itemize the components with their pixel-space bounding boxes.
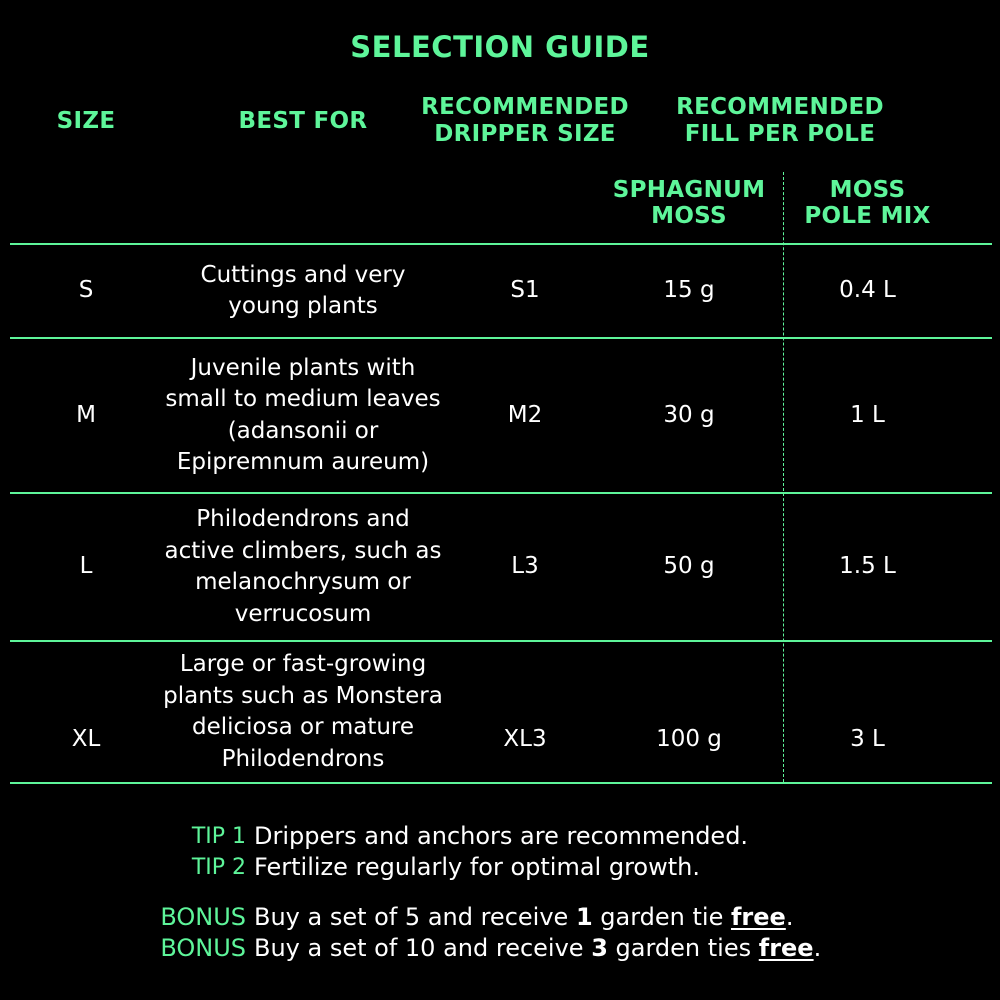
bonus-section (140, 902, 990, 964)
tip-line (150, 852, 990, 883)
cell-dripper: M2 (507, 401, 543, 428)
tip-text: Drippers and anchors are recommended. (254, 822, 749, 850)
header-sphagnum-moss (598, 177, 780, 229)
cell-best-for-line: small to medium leaves (165, 386, 441, 412)
cell-sphagnum: 30 g (663, 401, 715, 428)
cell-best-for-line: Epipremnum aureum) (176, 449, 430, 475)
cell-best-for-line: Juvenile plants with (190, 354, 416, 381)
tip-line (150, 821, 990, 852)
bonus-text-post: . (785, 903, 794, 931)
table-row (0, 494, 1000, 640)
bonus-text (246, 933, 821, 964)
cell-best-for (130, 339, 476, 492)
tip-text: Fertilize regularly for optimal growth. (254, 853, 700, 881)
cell-best-for-line: young plants (228, 293, 378, 319)
cell-best-for (130, 494, 476, 640)
header-moss-pole-mix (790, 177, 945, 229)
bonus-text (246, 902, 793, 933)
cell-best-for-line: Large or fast-growing (179, 651, 427, 677)
bonus-line (140, 902, 990, 933)
tips-section (150, 821, 990, 883)
cell-best-for (140, 245, 466, 337)
cell-best-for (130, 642, 476, 782)
table-row (0, 642, 1000, 782)
bonus-text-mid: garden ties (607, 934, 759, 962)
cell-dripper: L3 (511, 553, 539, 580)
cell-sphagnum: 15 g (663, 277, 715, 304)
cell-best-for-line: Cuttings and very (200, 261, 406, 288)
header-mix-line1: MOSS (829, 177, 906, 203)
cell-best-for-line: Philodendrons and (196, 506, 410, 532)
cell-sphagnum: 50 g (663, 553, 715, 580)
cell-mix: 1 L (850, 401, 885, 428)
table-row (0, 245, 1000, 337)
cell-best-for-line: plants such as Monstera (163, 682, 443, 709)
header-fill-line2: FILL PER POLE (684, 121, 876, 147)
header-fill-per-pole (655, 94, 905, 148)
cell-dripper: S1 (510, 277, 540, 304)
cell-best-for-line: (adansonii or (227, 417, 379, 444)
bonus-text-pre: Buy a set of 10 and receive (254, 934, 592, 962)
header-best-for: BEST FOR (238, 108, 368, 134)
cell-best-for-line: verrucosum (234, 600, 372, 627)
cell-size: L (79, 553, 93, 580)
cell-best-for-line: Philodendrons (221, 745, 385, 772)
bonus-free: free (758, 934, 814, 962)
cell-sphagnum: 100 g (656, 726, 722, 753)
header-sphagnum-line2: MOSS (651, 203, 727, 229)
table-row (0, 339, 1000, 492)
cell-best-for-line: deliciosa or mature (191, 714, 415, 740)
cell-size: XL (71, 726, 101, 753)
tip-label: TIP 2 (191, 855, 246, 880)
header-dripper-size (405, 94, 645, 148)
cell-mix: 3 L (850, 726, 885, 753)
header-dripper-line1: RECOMMENDED (421, 94, 629, 120)
bonus-text-mid: garden tie (592, 903, 731, 931)
cell-best-for-line: active climbers, such as (164, 537, 442, 564)
tip-label: TIP 1 (191, 824, 246, 849)
bonus-text-post: . (813, 934, 822, 962)
cell-dripper: XL3 (503, 726, 547, 753)
page-title: SELECTION GUIDE (350, 30, 650, 64)
bonus-label: BONUS (160, 934, 246, 962)
header-fill-line1: RECOMMENDED (676, 94, 884, 120)
bonus-free: free (730, 903, 786, 931)
cell-mix: 1.5 L (839, 553, 896, 580)
bonus-count: 1 (575, 903, 593, 931)
bonus-count: 3 (591, 934, 608, 962)
cell-best-for-line: melanochrysum or (195, 569, 411, 595)
bonus-label: BONUS (160, 903, 246, 931)
header-dripper-line2: DRIPPER SIZE (434, 121, 616, 147)
header-size: SIZE (56, 108, 116, 134)
cell-size: S (78, 277, 94, 304)
bonus-line (140, 933, 990, 964)
bonus-text-pre: Buy a set of 5 and receive (254, 903, 576, 931)
header-mix-line2: POLE MIX (804, 203, 931, 229)
cell-size: M (76, 401, 96, 428)
cell-mix: 0.4 L (839, 277, 896, 304)
header-sphagnum-line1: SPHAGNUM (612, 177, 766, 203)
